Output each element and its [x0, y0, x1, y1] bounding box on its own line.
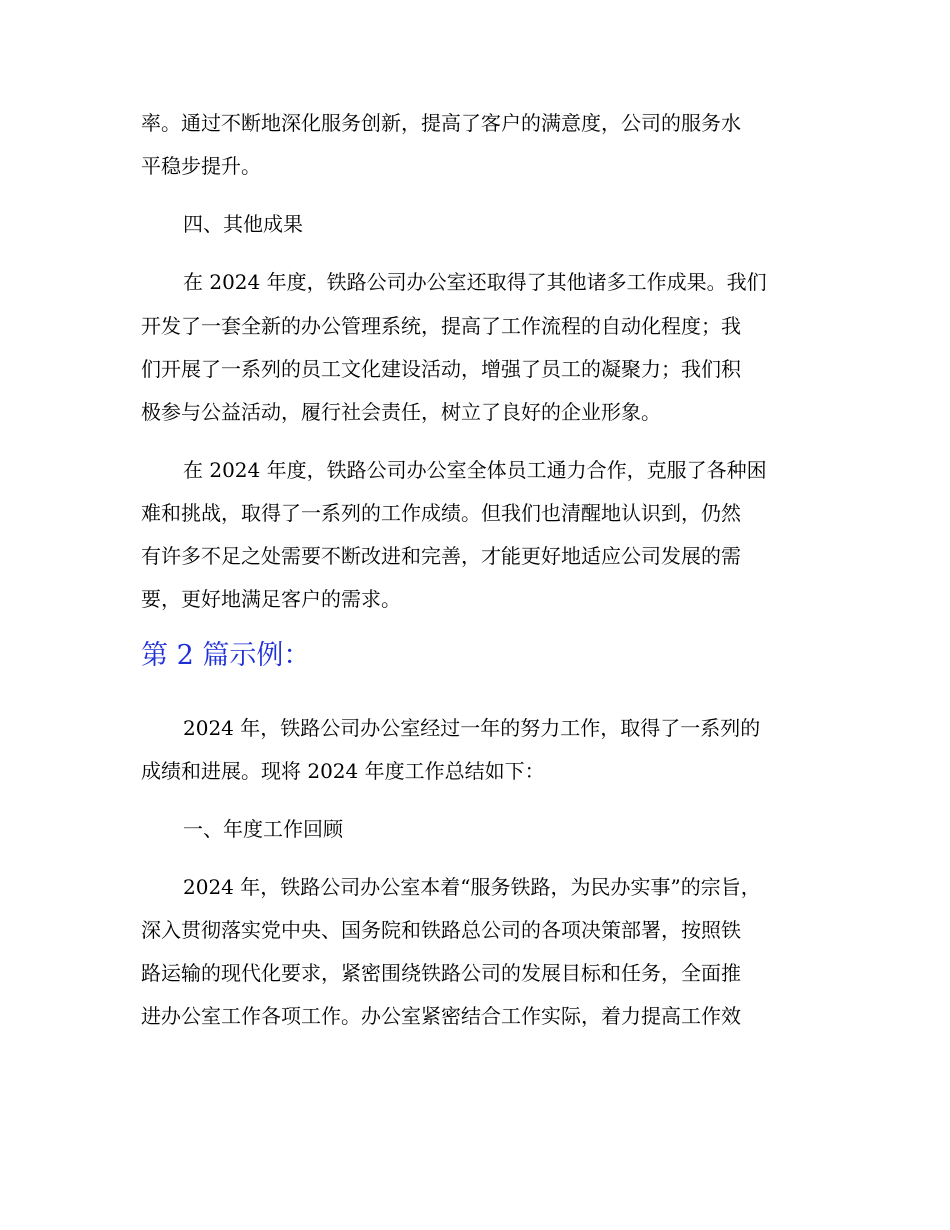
paragraph-first-line: 2024 年，铁路公司办公室经过一年的努力工作，取得了一系列的	[183, 716, 761, 740]
section-subheading: 四、其他成果	[183, 212, 303, 236]
body-text-line: 率。通过不断地深化服务创新，提高了客户的满意度，公司的服务水	[141, 111, 741, 135]
body-text-line: 们开展了一系列的员工文化建设活动，增强了员工的凝聚力；我们积	[141, 357, 741, 381]
paragraph-first-line: 在 2024 年度，铁路公司办公室全体员工通力合作，克服了各种困	[183, 458, 767, 482]
body-text-line: 路运输的现代化要求，紧密围绕铁路公司的发展目标和任务，全面推	[141, 961, 741, 985]
section-heading: 第 2 篇示例：	[141, 640, 311, 671]
body-text-line: 平稳步提升。	[141, 154, 261, 178]
body-text-line: 成绩和进展。现将 2024 年度工作总结如下：	[141, 759, 545, 783]
body-text-line: 深入贯彻落实党中央、国务院和铁路总公司的各项决策部署，按照铁	[141, 918, 741, 942]
paragraph-first-line: 2024 年，铁路公司办公室本着“服务铁路，为民办实事”的宗旨，	[183, 875, 761, 899]
body-text-line: 进办公室工作各项工作。办公室紧密结合工作实际，着力提高工作效	[141, 1004, 741, 1028]
body-text-line: 开发了一套全新的办公管理系统，提高了工作流程的自动化程度；我	[141, 314, 741, 338]
body-text-line: 要，更好地满足客户的需求。	[141, 587, 401, 611]
body-text-line: 极参与公益活动，履行社会责任，树立了良好的企业形象。	[141, 400, 661, 424]
section-subheading: 一、年度工作回顾	[183, 817, 343, 841]
paragraph-first-line: 在 2024 年度，铁路公司办公室还取得了其他诸多工作成果。我们	[183, 270, 767, 294]
body-text-line: 难和挑战，取得了一系列的工作成绩。但我们也清醒地认识到，仍然	[141, 501, 741, 525]
body-text-line: 有许多不足之处需要不断改进和完善，才能更好地适应公司发展的需	[141, 544, 741, 568]
